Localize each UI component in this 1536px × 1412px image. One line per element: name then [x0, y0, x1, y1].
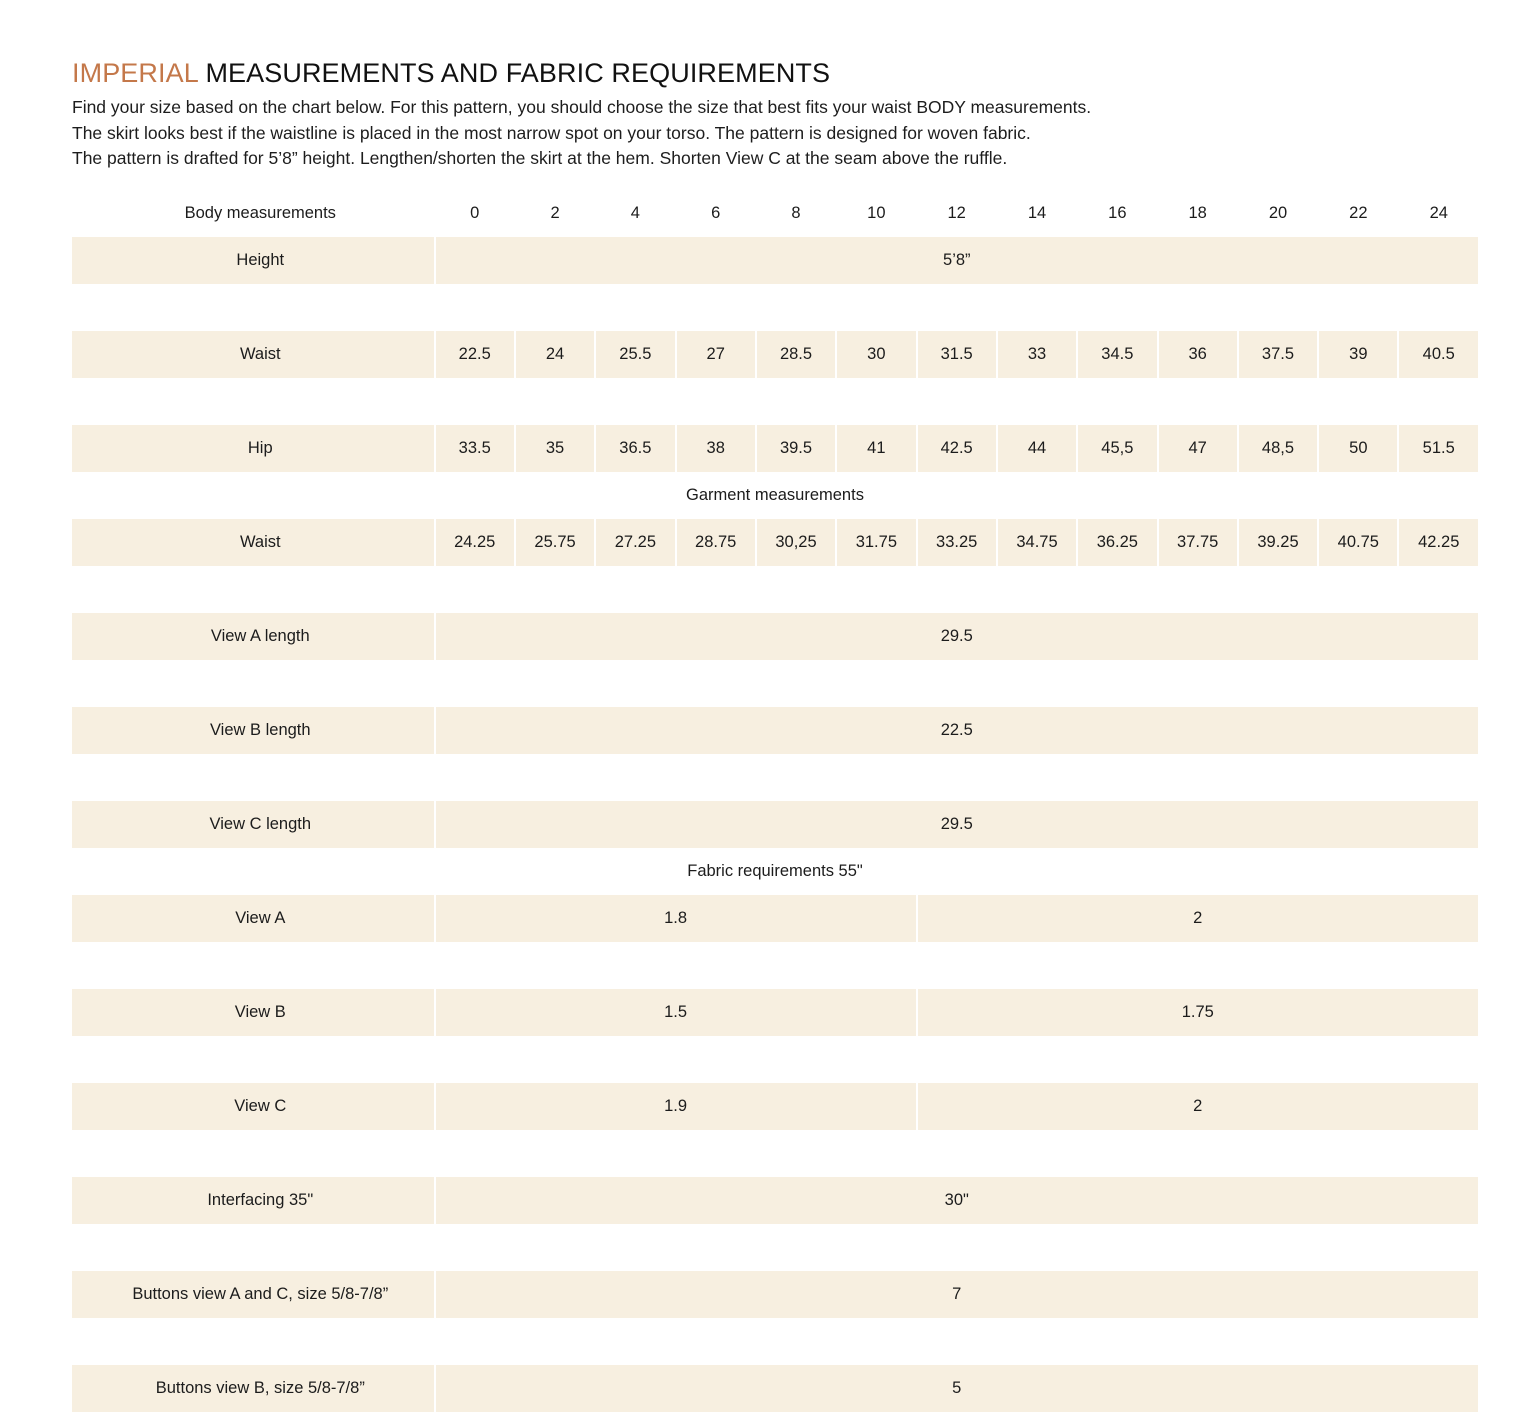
- cell-hip-6: 38: [677, 425, 757, 472]
- cell-body-waist-22: 39: [1319, 331, 1399, 378]
- row-label-view-b: View B: [72, 989, 436, 1036]
- table-row: [72, 237, 1480, 284]
- cell-body-waist-24: 40.5: [1399, 331, 1480, 378]
- table-row: [72, 1083, 1480, 1130]
- section-header-fabric: [72, 848, 1480, 895]
- cell-garment-waist-22: 40.75: [1319, 519, 1399, 566]
- row-value-view-b-length: 22.5: [436, 707, 1480, 754]
- cell-garment-waist-10: 31.75: [837, 519, 917, 566]
- section-header-garment: [72, 472, 1480, 519]
- row-value-view-b-right: 1.75: [918, 989, 1480, 1036]
- intro-paragraph: [72, 95, 1480, 172]
- cell-garment-waist-18: 37.75: [1159, 519, 1239, 566]
- header-size-10: 10: [837, 190, 917, 237]
- cell-garment-waist-16: 36.25: [1078, 519, 1158, 566]
- header-size-20: 20: [1239, 190, 1319, 237]
- cell-body-waist-12: 31.5: [918, 331, 998, 378]
- row-value-view-c-length: 29.5: [436, 801, 1480, 848]
- row-spacer: [72, 1318, 1480, 1365]
- table-row: [72, 707, 1480, 754]
- header-size-6: 6: [677, 190, 757, 237]
- table-row: [72, 1177, 1480, 1224]
- cell-hip-8: 39.5: [757, 425, 837, 472]
- measurements-table: [72, 190, 1480, 1412]
- header-size-2: 2: [516, 190, 596, 237]
- cell-garment-waist-0: 24.25: [436, 519, 516, 566]
- intro-line-1: Find your size based on the chart below. For this pattern, you should choose the size that best fits your waist BODY measurements.: [72, 97, 1092, 117]
- row-value-view-a-length: 29.5: [436, 613, 1480, 660]
- table-row: [72, 613, 1480, 660]
- row-value-height: 5’8”: [436, 237, 1480, 284]
- row-label-view-b-length: View B length: [72, 707, 436, 754]
- cell-body-waist-20: 37.5: [1239, 331, 1319, 378]
- header-size-22: 22: [1319, 190, 1399, 237]
- row-value-view-c-left: 1.9: [436, 1083, 918, 1130]
- cell-hip-18: 47: [1159, 425, 1239, 472]
- header-size-18: 18: [1159, 190, 1239, 237]
- cell-hip-16: 45,5: [1078, 425, 1158, 472]
- row-label-garment-waist: Waist: [72, 519, 436, 566]
- cell-garment-waist-14: 34.75: [998, 519, 1078, 566]
- row-value-buttons-ac: 7: [436, 1271, 1480, 1318]
- row-spacer: [72, 378, 1480, 425]
- cell-body-waist-10: 30: [837, 331, 917, 378]
- row-spacer: [72, 942, 1480, 989]
- row-spacer: [72, 1036, 1480, 1083]
- header-size-14: 14: [998, 190, 1078, 237]
- cell-hip-2: 35: [516, 425, 596, 472]
- cell-body-waist-14: 33: [998, 331, 1078, 378]
- cell-hip-12: 42.5: [918, 425, 998, 472]
- table-row: [72, 801, 1480, 848]
- table-row: [72, 519, 1480, 566]
- intro-line-2: The skirt looks best if the waistline is placed in the most narrow spot on your torso. The pattern is designed for woven fabric.: [72, 122, 1031, 143]
- cell-hip-20: 48,5: [1239, 425, 1319, 472]
- row-value-view-a-right: 2: [918, 895, 1480, 942]
- cell-garment-waist-20: 39.25: [1239, 519, 1319, 566]
- row-label-interfacing: Interfacing 35": [72, 1177, 436, 1224]
- row-label-view-a-length: View A length: [72, 613, 436, 660]
- section-label-fabric: Fabric requirements 55": [72, 848, 1480, 895]
- cell-hip-4: 36.5: [596, 425, 676, 472]
- cell-body-waist-18: 36: [1159, 331, 1239, 378]
- header-body-measurements: Body measurements: [72, 190, 436, 237]
- row-value-view-a-left: 1.8: [436, 895, 918, 942]
- row-spacer: [72, 754, 1480, 801]
- row-label-height: Height: [72, 237, 436, 284]
- cell-body-waist-6: 27: [677, 331, 757, 378]
- cell-body-waist-4: 25.5: [596, 331, 676, 378]
- table-row: [72, 1365, 1480, 1412]
- header-size-0: 0: [436, 190, 516, 237]
- header-size-16: 16: [1078, 190, 1158, 237]
- row-spacer: [72, 284, 1480, 331]
- cell-hip-0: 33.5: [436, 425, 516, 472]
- row-value-view-c-right: 2: [918, 1083, 1480, 1130]
- intro-line-3: The pattern is drafted for 5’8” height. Lengthen/shorten the skirt at the hem. Shorten View C at the seam above the ruffle.: [72, 148, 1008, 168]
- cell-hip-14: 44: [998, 425, 1078, 472]
- row-value-buttons-b: 5: [436, 1365, 1480, 1412]
- row-spacer: [72, 660, 1480, 707]
- header-size-24: 24: [1399, 190, 1480, 237]
- cell-body-waist-8: 28.5: [757, 331, 837, 378]
- cell-garment-waist-24: 42.25: [1399, 519, 1480, 566]
- cell-hip-24: 51.5: [1399, 425, 1480, 472]
- page-title-accent: IMPERIAL: [72, 58, 198, 88]
- row-spacer: [72, 1224, 1480, 1271]
- cell-garment-waist-12: 33.25: [918, 519, 998, 566]
- cell-garment-waist-8: 30,25: [757, 519, 837, 566]
- row-label-body-waist: Waist: [72, 331, 436, 378]
- row-spacer: [72, 1130, 1480, 1177]
- cell-garment-waist-4: 27.25: [596, 519, 676, 566]
- section-label-garment: Garment measurements: [72, 472, 1480, 519]
- cell-garment-waist-2: 25.75: [516, 519, 596, 566]
- table-row: [72, 989, 1480, 1036]
- row-value-interfacing: 30": [436, 1177, 1480, 1224]
- row-label-hip: Hip: [72, 425, 436, 472]
- page-title-rest: MEASUREMENTS AND FABRIC REQUIREMENTS: [197, 58, 831, 88]
- row-label-view-c: View C: [72, 1083, 436, 1130]
- row-label-buttons-ac: Buttons view A and C, size 5/8-7/8”: [72, 1271, 436, 1318]
- table-row: [72, 1271, 1480, 1318]
- cell-garment-waist-6: 28.75: [677, 519, 757, 566]
- cell-body-waist-16: 34.5: [1078, 331, 1158, 378]
- cell-body-waist-2: 24: [516, 331, 596, 378]
- page-title: [72, 58, 1480, 89]
- row-label-view-c-length: View C length: [72, 801, 436, 848]
- row-value-view-b-left: 1.5: [436, 989, 918, 1036]
- header-size-8: 8: [757, 190, 837, 237]
- cell-hip-10: 41: [837, 425, 917, 472]
- header-size-4: 4: [596, 190, 676, 237]
- row-label-buttons-b: Buttons view B, size 5/8-7/8”: [72, 1365, 436, 1412]
- table-row: [72, 425, 1480, 472]
- table-row: [72, 895, 1480, 942]
- row-label-view-a: View A: [72, 895, 436, 942]
- table-row: [72, 331, 1480, 378]
- header-size-12: 12: [918, 190, 998, 237]
- table-header-row: [72, 190, 1480, 237]
- cell-body-waist-0: 22.5: [436, 331, 516, 378]
- cell-hip-22: 50: [1319, 425, 1399, 472]
- row-spacer: [72, 566, 1480, 613]
